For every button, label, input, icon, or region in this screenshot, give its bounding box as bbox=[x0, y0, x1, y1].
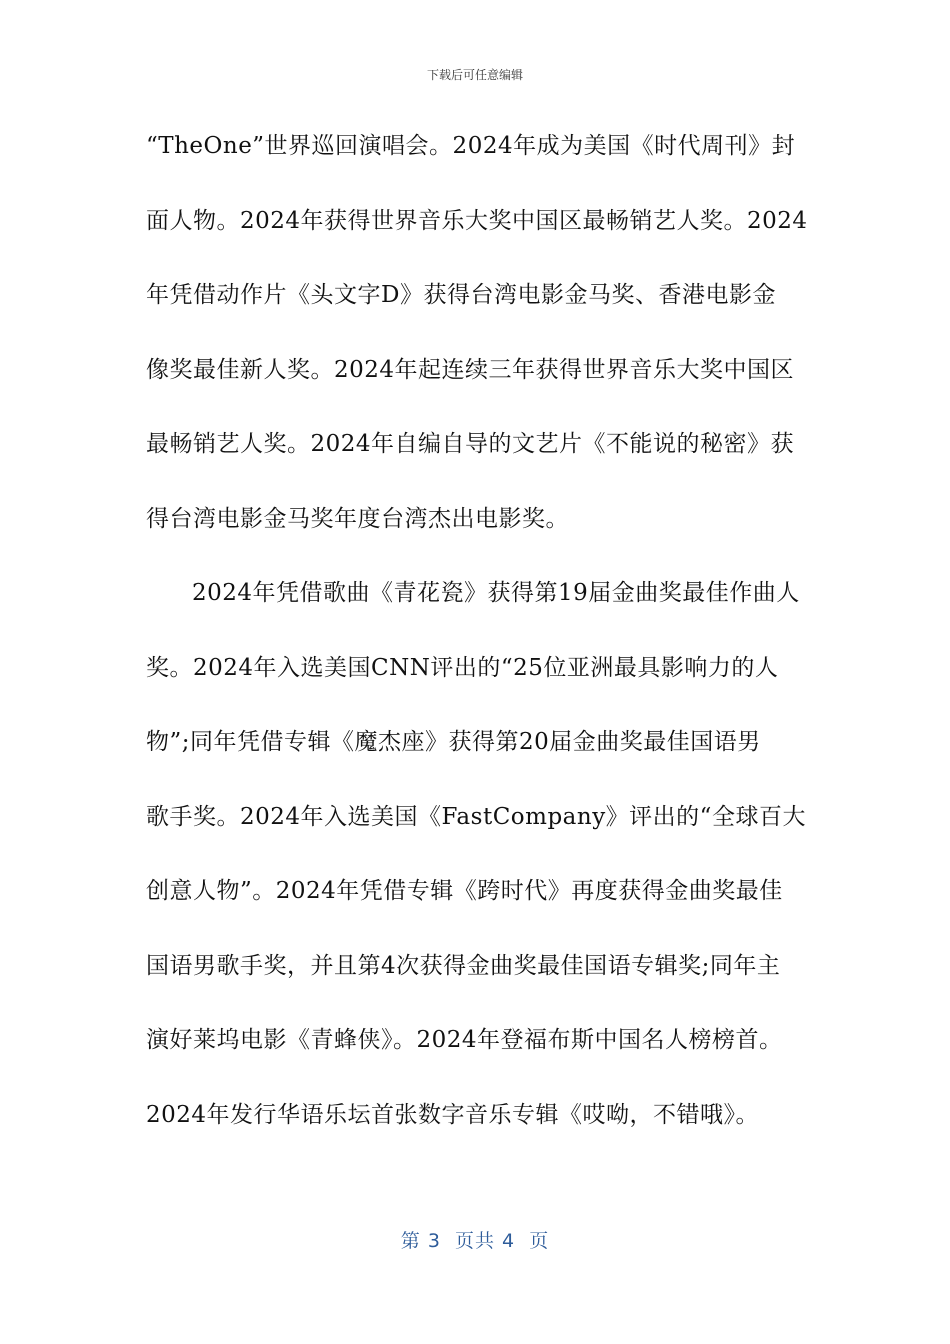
text-line: 物”;同年凭借专辑《魔杰座》获得第20届金曲奖最佳国语男 bbox=[146, 729, 761, 755]
text-line: 面人物。2024年获得世界音乐大奖中国区最畅销艺人奖。2024 bbox=[146, 207, 808, 234]
text-line: 创意人物”。2024年凭借专辑《跨时代》再度获得金曲奖最佳 bbox=[146, 878, 783, 904]
text-line: 奖。2024年入选美国CNN评出的“25位亚洲最具影响力的人 bbox=[146, 654, 779, 681]
text-line: 像奖最佳新人奖。2024年起连续三年获得世界音乐大奖中国区 bbox=[146, 356, 795, 383]
text-line: 国语男歌手奖，并且第4次获得金曲奖最佳国语专辑奖;同年主 bbox=[146, 952, 781, 979]
page-number-footer: 第 3 页共 4 页 bbox=[400, 1230, 550, 1252]
text-line: 2024年发行华语乐坛首张数字音乐专辑《哎呦，不错哦》。 bbox=[146, 1101, 760, 1128]
text-line: 得台湾电影金马奖年度台湾杰出电影奖。 bbox=[146, 505, 569, 532]
text-line: 歌手奖。2024年入选美国《FastCompany》评出的“全球百大 bbox=[146, 803, 806, 830]
text-line: 最畅销艺人奖。2024年自编自导的文艺片《不能说的秘密》获 bbox=[146, 431, 795, 457]
text-line: 演好莱坞电影《青蜂侠》。2024年登福布斯中国名人榜榜首。 bbox=[146, 1027, 783, 1053]
paragraph-start-line: 2024年凭借歌曲《青花瓷》获得第19届金曲奖最佳作曲人 bbox=[192, 580, 800, 606]
header-note: 下载后可任意编辑 bbox=[426, 68, 523, 82]
body-text bbox=[146, 118, 808, 1161]
text-line: 年凭借动作片《头文字D》获得台湾电影金马奖、香港电影金 bbox=[146, 282, 776, 308]
text-line: “TheOne”世界巡回演唱会。2024年成为美国《时代周刊》封 bbox=[146, 133, 796, 159]
